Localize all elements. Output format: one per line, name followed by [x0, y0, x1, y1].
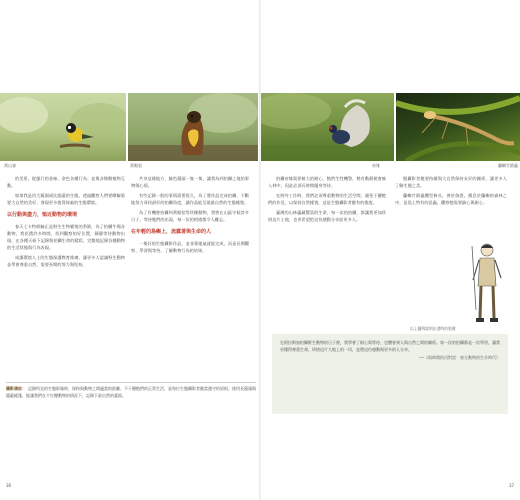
quote-body: 在阿拉斯加拍攝野生動物的日子裡，我學會了耐心與等待，也體會到人與自然之間的關係。每一次的拍攝都是一次學習，讓我更懂得尊重生命，珍惜這片大地上的一切，並將這份感動與更多的人分享。: [280, 340, 500, 352]
paragraph: 戒護環境人士的生態保護教育推廣，讓更多人認識野生動物並學會尊重自然，需要長期的努力與堅持。: [7, 255, 125, 267]
paragraph: 有些記錄一般的事情需要很久，為了將作品完成拍攝，不斷地努力尋找最好的拍攝角度，讓作品能呈現最自然的生態樣貌。: [131, 193, 249, 205]
photo-mikado-pheasant: [261, 93, 394, 161]
photo-yellow-throated-marten: [128, 93, 258, 161]
page-number-left: 36: [6, 483, 12, 488]
paragraph: 春天七卡特經驗正是野生生物繁殖的季節，為了拍攝牛場各動物，我花費許多時間，找到觀察的好位置，靜靜等待動物出現，在各種天候下記錄與拍攝生命的精彩，完整地記錄各種動物的生活狀態與行為表現。: [7, 224, 125, 250]
caption-1: 黃山雀: [4, 163, 16, 168]
page-gutter: [259, 0, 261, 500]
text-column-3: [268, 175, 386, 226]
photo-yellow-tit: [0, 93, 126, 161]
paragraph: 蘭嶼竹節蟲體型修長，善於偽裝，棲息於蘭嶼的森林之中，是島上特有的昆蟲，觀察牠需要細心與耐心。: [395, 193, 507, 205]
paragraph: 態攝影者應要持續與大自然保持友好的關係，讓更多人了解生態之美。: [395, 176, 507, 188]
caption-4: 蘭嶼竹節蟲: [498, 163, 518, 168]
illustration-caption: 以上圖例說明出發時的裝備: [410, 326, 456, 331]
page-number-right: 37: [509, 483, 515, 488]
section-heading: 在年輕的島嶼上，流露著與生命的人: [131, 229, 212, 235]
text-column-2: [131, 175, 249, 257]
caption-3: 帝雉: [372, 163, 380, 168]
note-label: 攝影備註：: [6, 386, 26, 391]
paragraph: 臺灣的山林蘊藏豐富的生命，每一次的拍攝，都讓我更加珍惜這片土地，也更希望把這份感動分享給更多人。: [268, 210, 386, 222]
caption-2: 黃喉貂: [130, 163, 142, 168]
quote-source: ──《與時間的河對話：東方動物的生存時代》: [419, 355, 500, 360]
paragraph: 的美景，從風行的金絲、金色各種行為；並與各類動植物互動。: [7, 176, 125, 188]
note-text: 記錄所見的生態影像時，保持與動物之間適當的距離，不干擾牠們的正常生活，是每位生態攝影者應當遵守的原則。使用長鏡頭與隱蔽帳篷，能讓我們在不打擾動物的情況下，記錄下最自然的畫面。: [6, 386, 256, 398]
photo-stick-insect: [396, 93, 520, 161]
quote-box: [272, 334, 508, 414]
paragraph: 如果我是用大鏡頭或比腦還的生態，透過觀察人們要瞭解重要大自然的美好，發現更多值得探索的生態環境。: [7, 193, 125, 205]
text-column-4: [395, 175, 507, 209]
photo-note: [6, 382, 256, 399]
paragraph: 共享這樣地方，綠色鏡頭一隻一隻、讓我為到拍攝之地的事物與心情。: [131, 176, 249, 188]
paragraph: 在野外工作時，我們必須尊重動物的生活空間，避免干擾牠們的作息，以保持自然樣貌，這是生態攝影者應有的態度。: [268, 193, 386, 205]
paragraph: 一隻好的生態攝影作品，並非靠運氣就能完成，而是長期觀察、學習與等待，了解動物行為的結果。: [131, 241, 249, 253]
paragraph: 為了有機會拍攝到黃喉貂等珍稀動物，我曾在山區守候許多日子，等待牠們的出現，每一次的相遇都令人難忘。: [131, 210, 249, 222]
section-heading: 以行動與盡力，恤近動物的環境: [7, 212, 78, 218]
photographer-illustration: [470, 240, 504, 330]
text-column-1: [7, 175, 125, 271]
paragraph: 拍攝帝雉需要極大的耐心，牠們生性機警，稍有動靜便會躲入林中，因此必須長時間隱身等待。: [268, 176, 386, 188]
